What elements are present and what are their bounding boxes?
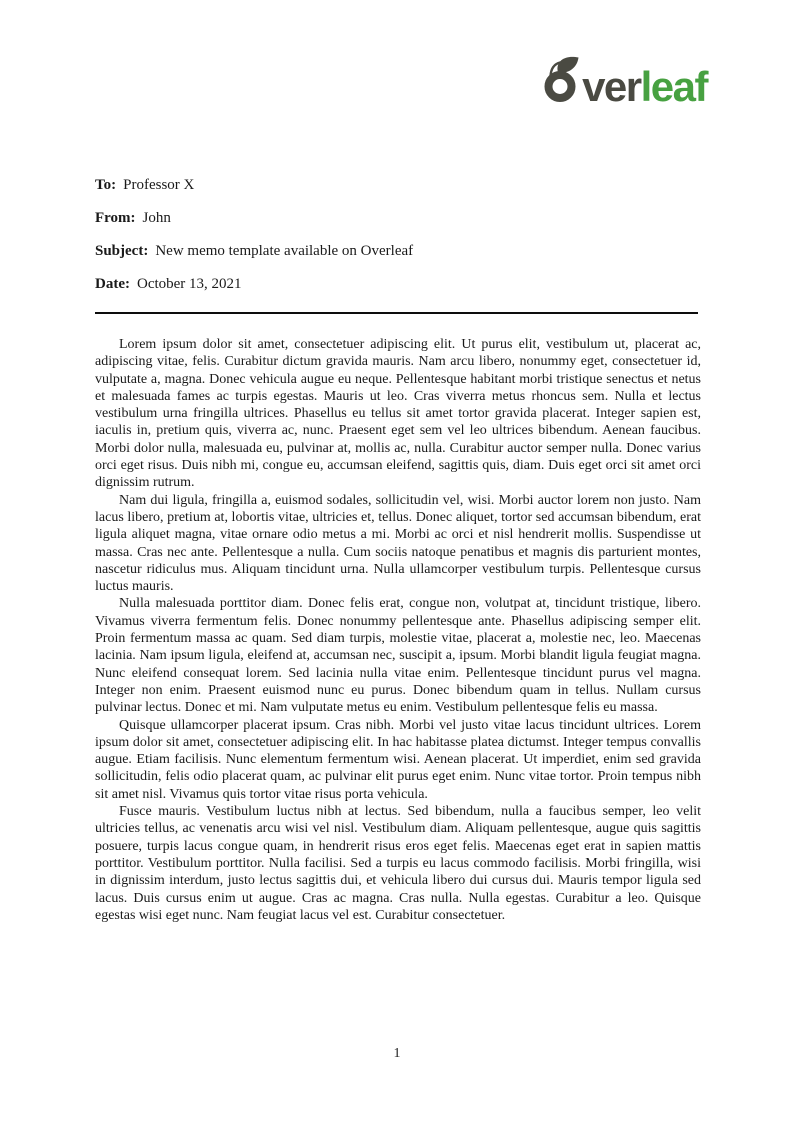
memo-field-subject-value: New memo template available on Overleaf [155,243,414,259]
memo-field-subject-label: Subject: [95,243,149,259]
memo-field-date-label: Date: [95,276,130,292]
memo-field-to-label: To: [95,177,117,193]
memo-field-to-value: Professor X [123,177,195,193]
overleaf-o-leaf-icon [544,55,580,102]
memo-header [95,176,701,308]
memo-field-from-value: John [142,210,171,226]
logo-text-leaf: leaf [640,63,707,111]
memo-field-date [95,275,701,293]
overleaf-logo [544,55,707,111]
memo-field-date-value: October 13, 2021 [136,276,242,292]
memo-field-from-label: From: [95,210,136,226]
paragraph-5: Fusce mauris. Vestibulum luctus nibh at lectus. Sed bibendum, nulla a faucibus semper, leo velit ultricies tellus, ac venenatis arcu wisi vel nisl. Vestibulum diam. Aliquam pellentesque, augue quis sagittis posuere, turpis lacus congue quam, in hendrerit risus eros eget felis. Maecenas eget erat in sapien mattis porttitor. Vestibulum porttitor. Nulla facilisi. Sed a turpis eu lacus commodo facilisis. Morbi fringilla, wisi in dignissim interdum, justo lectus sagittis dui, et vehicula libero dui cursus dui. Mauris tempor ligula sed lacus. Duis cursus enim ut augue. Cras ac magna. Cras nulla. Nulla egestas. Curabitur a leo. Quisque egestas wisi eget nunc. Nam feugiat lacus vel est. Curabitur consectetuer. [95,804,701,923]
logo-text-over: ver [582,63,641,111]
divider-rule [95,312,698,314]
paragraph-1: Lorem ipsum dolor sit amet, consectetuer adipiscing elit. Ut purus elit, vestibulum ut, placerat ac, adipiscing vitae, felis. Curabitur dictum gravida mauris. Nam arcu libero, nonummy eget, consectetuer id, vulputate a, magna. Donec vehicula augue eu neque. Pellentesque habitant morbi tristique senectus et netus et malesuada fames ac turpis egestas. Mauris ut leo. Cras viverra metus rhoncus sem. Nulla et lectus vestibulum urna fringilla ultrices. Phasellus eu tellus sit amet tortor gravida placerat. Integer sapien est, iaculis in, pretium quis, viverra ac, nunc. Praesent eget sem vel leo ultrices bibendum. Aenean faucibus. Morbi dolor nulla, malesuada eu, pulvinar at, mollis ac, nulla. Curabitur auctor semper nulla. Donec varius orci eget risus. Duis nibh mi, congue eu, accumsan eleifend, sagittis quis, diam. Duis eget orci sit amet orci dignissim rutrum. [95,337,701,491]
page-number: 1 [393,1046,401,1061]
memo-field-to [95,176,701,194]
memo-field-subject [95,242,701,260]
memo-body [95,336,701,924]
paragraph-4: Quisque ullamcorper placerat ipsum. Cras nibh. Morbi vel justo vitae lacus tincidunt ultrices. Lorem ipsum dolor sit amet, consectetuer adipiscing elit. In hac habitasse platea dictumst. Integer tempus convallis augue. Etiam facilisis. Nunc elementum fermentum wisi. Aenean placerat. Ut imperdiet, enim sed gravida sollicitudin, felis odio placerat quam, ac pulvinar elit purus eget enim. Nunc vitae tortor. Proin tempus nibh sit amet nisl. Vivamus quis tortor vitae risus porta vehicula. [95,717,701,802]
paragraph-2: Nam dui ligula, fringilla a, euismod sodales, sollicitudin vel, wisi. Morbi auctor lorem non justo. Nam lacus libero, pretium at, lobortis vitae, ultricies et, tellus. Donec aliquet, tortor sed accumsan bibendum, erat ligula aliquet magna, vitae ornare odio metus a mi. Morbi ac orci et nisl hendrerit mollis. Suspendisse ut massa. Cras nec ante. Pellentesque a nulla. Cum sociis natoque penatibus et magnis dis parturient montes, nascetur ridiculus mus. Aliquam tincidunt urna. Nulla ullamcorper vestibulum turpis. Pellentesque cursus luctus mauris. [95,492,701,595]
paragraph-3: Nulla malesuada porttitor diam. Donec felis erat, congue non, volutpat at, tincidunt tristique, libero. Vivamus viverra fermentum felis. Donec nonummy pellentesque ante. Phasellus adipiscing semper elit. Proin fermentum massa ac quam. Sed diam turpis, molestie vitae, placerat a, molestie nec, leo. Maecenas lacinia. Nam ipsum ligula, eleifend at, accumsan nec, suscipit a, ipsum. Morbi blandit ligula feugiat magna. Nunc eleifend consequat lorem. Sed lacinia nulla vitae enim. Pellentesque tincidunt purus vel magna. Integer non enim. Praesent euismod nunc eu purus. Donec bibendum quam in tellus. Nullam cursus pulvinar lectus. Donec et mi. Nam vulputate metus eu enim. Vestibulum pellentesque felis eu massa. [95,596,701,716]
memo-field-from [95,209,701,227]
